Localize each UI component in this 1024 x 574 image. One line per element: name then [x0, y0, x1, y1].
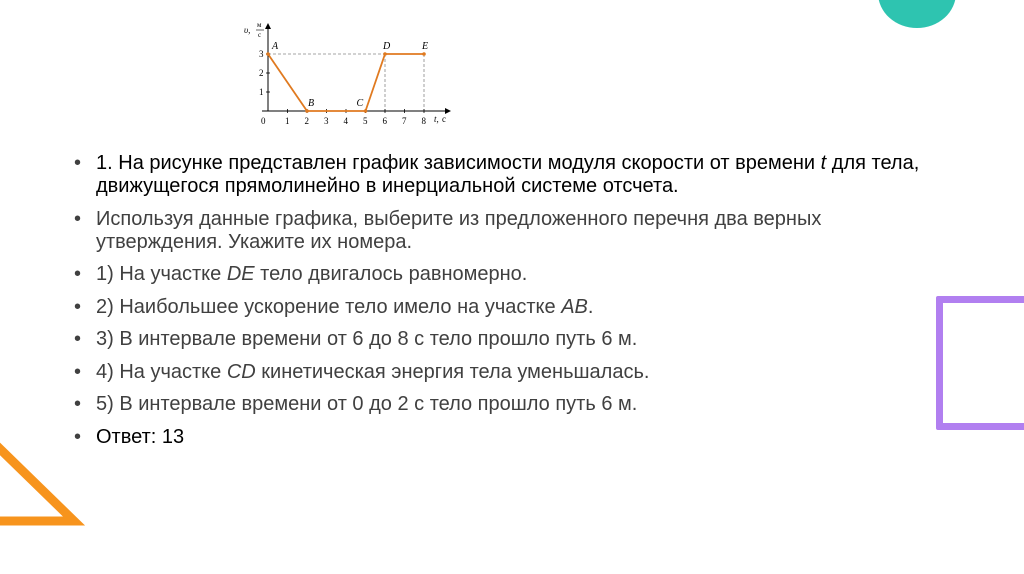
- x-tick-label: 3: [324, 116, 329, 126]
- data-point: [364, 109, 368, 113]
- point-label: D: [383, 41, 391, 52]
- data-point: [383, 52, 387, 56]
- option-5: • 5) В интервале времени от 0 до 2 с тело прошло путь 6 м.: [72, 393, 952, 416]
- x-axis-label: t,: [434, 114, 439, 124]
- y-tick-label: 1: [259, 87, 264, 97]
- series-segment: [268, 54, 307, 111]
- point-label: B: [308, 98, 315, 109]
- data-point: [305, 109, 309, 113]
- y-axis-unit-denominator: с: [258, 31, 262, 39]
- series-segment: [366, 54, 386, 111]
- answer: • Ответ: 13: [72, 426, 952, 449]
- velocity-time-graph: [242, 16, 456, 128]
- y-axis-unit-numerator: м: [257, 21, 262, 29]
- x-tick-label: 2: [304, 116, 309, 126]
- x-tick-label: 4: [343, 116, 348, 126]
- data-point: [422, 52, 426, 56]
- option-3: • 3) В интервале времени от 6 до 8 с тело прошло путь 6 м.: [72, 328, 952, 351]
- data-point: [266, 52, 270, 56]
- x-tick-label: 8: [421, 116, 426, 126]
- task-instruction: • Используя данные графика, выберите из предложенного перечня два верных утверждения. Укажите их номера.: [72, 208, 952, 254]
- point-label: A: [272, 41, 279, 52]
- x-tick-label: 5: [363, 116, 368, 126]
- x-tick-label: 1: [285, 116, 290, 126]
- option-2: • 2) Наибольшее ускорение тело имело на участке AB.: [72, 296, 952, 319]
- y-tick-label: 2: [259, 68, 264, 78]
- point-label: E: [422, 41, 429, 52]
- y-tick-label: 3: [259, 49, 264, 59]
- x-axis-unit: c: [442, 114, 446, 124]
- x-tick-label: 6: [382, 116, 387, 126]
- task-statement: • 1. На рисунке представлен график зависимости модуля скорости от времени t для тела, движущегося прямолинейно в инерциальной системе отсчета.: [72, 152, 952, 198]
- option-4: • 4) На участке CD кинетическая энергия тела уменьшалась.: [72, 361, 952, 384]
- statement-list: [72, 152, 952, 458]
- teal-circle-decoration: [878, 0, 956, 28]
- point-label: C: [356, 98, 364, 109]
- x-tick-label: 7: [402, 116, 407, 126]
- y-axis-label: υ,: [244, 25, 251, 35]
- x-tick-label: 0: [261, 116, 266, 126]
- task-number: 1.: [96, 152, 113, 174]
- option-1: • 1) На участке DE тело двигалось равномерно.: [72, 263, 952, 286]
